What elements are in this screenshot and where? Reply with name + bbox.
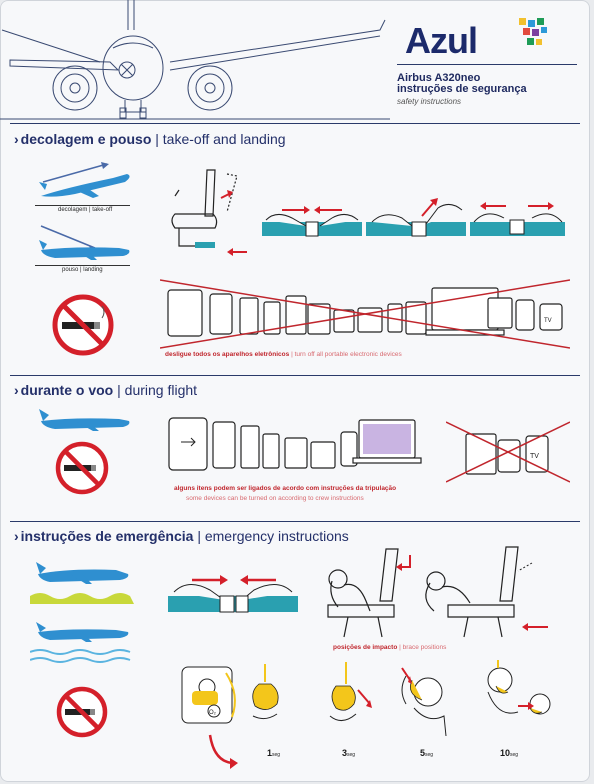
azul-logo-icon	[515, 16, 551, 52]
section-arrow-icon: ›	[14, 131, 19, 147]
devices-allowed-caption-pt: alguns itens podem ser ligados de acordo com instruções da tripulação	[174, 485, 397, 492]
no-smoking-icon	[55, 685, 109, 739]
oxygen-panel-illustration	[180, 665, 250, 777]
devices-allowed-caption-en: some devices can be turned on according to crew instructions	[186, 495, 364, 502]
oxygen-step4-assist-child	[478, 658, 568, 742]
oxygen-step3-place-mask	[388, 660, 458, 740]
oxygen-step1-pull-mask	[245, 662, 291, 732]
section-divider	[10, 375, 580, 376]
oxygen-step2-time: 3seg	[342, 748, 356, 758]
seatbelt-fasten-illustration	[262, 200, 362, 250]
brace-positions-illustration	[308, 545, 558, 643]
tv-label: TV	[530, 453, 539, 460]
seatbelt-release-illustration	[366, 196, 466, 250]
aircraft-model: Airbus A320neo	[397, 72, 481, 84]
seatbelt-unbuckle-illustration	[470, 196, 565, 250]
azul-logo-text: Azul	[405, 20, 477, 61]
section-arrow-icon: ›	[14, 528, 19, 544]
electronic-devices-allowed-illustration	[163, 412, 423, 476]
brand-divider	[397, 64, 577, 65]
aircraft-front-drawing	[0, 0, 400, 125]
emergency-ground-landing-icon	[30, 556, 136, 608]
no-smoking-icon	[50, 292, 116, 358]
devices-off-caption: desligue todos os aparelhos eletrônicos | turn off all portable electronic devices	[165, 351, 402, 358]
section-title-takeoff: › decolagem e pouso | take-off and landing	[14, 131, 286, 147]
electronic-devices-off-illustration	[160, 278, 570, 350]
section-title-during-flight: › durante o voo | during flight	[14, 382, 198, 398]
tv-label: TV	[544, 318, 552, 324]
seat-upright-illustration	[165, 168, 255, 263]
no-smoking-icon	[54, 440, 110, 496]
cruise-plane-icon	[35, 405, 135, 437]
brand-aircraft-block	[397, 73, 527, 95]
section-title-emergency: › instruções de emergência | emergency instructions	[14, 528, 349, 544]
card-title-en: safety instructions	[397, 97, 462, 106]
section-divider	[10, 521, 580, 522]
oxygen-step3-time: 5seg	[420, 748, 434, 758]
landing-caption: pouso | landing	[62, 267, 103, 273]
o2-label: O₂	[209, 710, 216, 716]
restricted-devices-illustration	[446, 420, 570, 484]
landing-plane-icon	[35, 220, 135, 268]
oxygen-step1-time: 1seg	[267, 748, 281, 758]
brace-positions-caption: posições de impacto | brace positions	[333, 644, 447, 651]
card-title-pt: instruções de segurança	[397, 83, 527, 95]
emergency-water-landing-icon	[30, 618, 136, 670]
section-divider	[10, 123, 580, 124]
takeoff-plane-icon	[35, 160, 135, 208]
oxygen-step4-time: 10seg	[500, 748, 519, 758]
section-arrow-icon: ›	[14, 382, 19, 398]
seatbelt-emergency-release-illustration	[168, 570, 298, 632]
takeoff-caption: decolagem | take-off	[58, 207, 113, 213]
oxygen-step2-pull-tube	[316, 660, 376, 734]
